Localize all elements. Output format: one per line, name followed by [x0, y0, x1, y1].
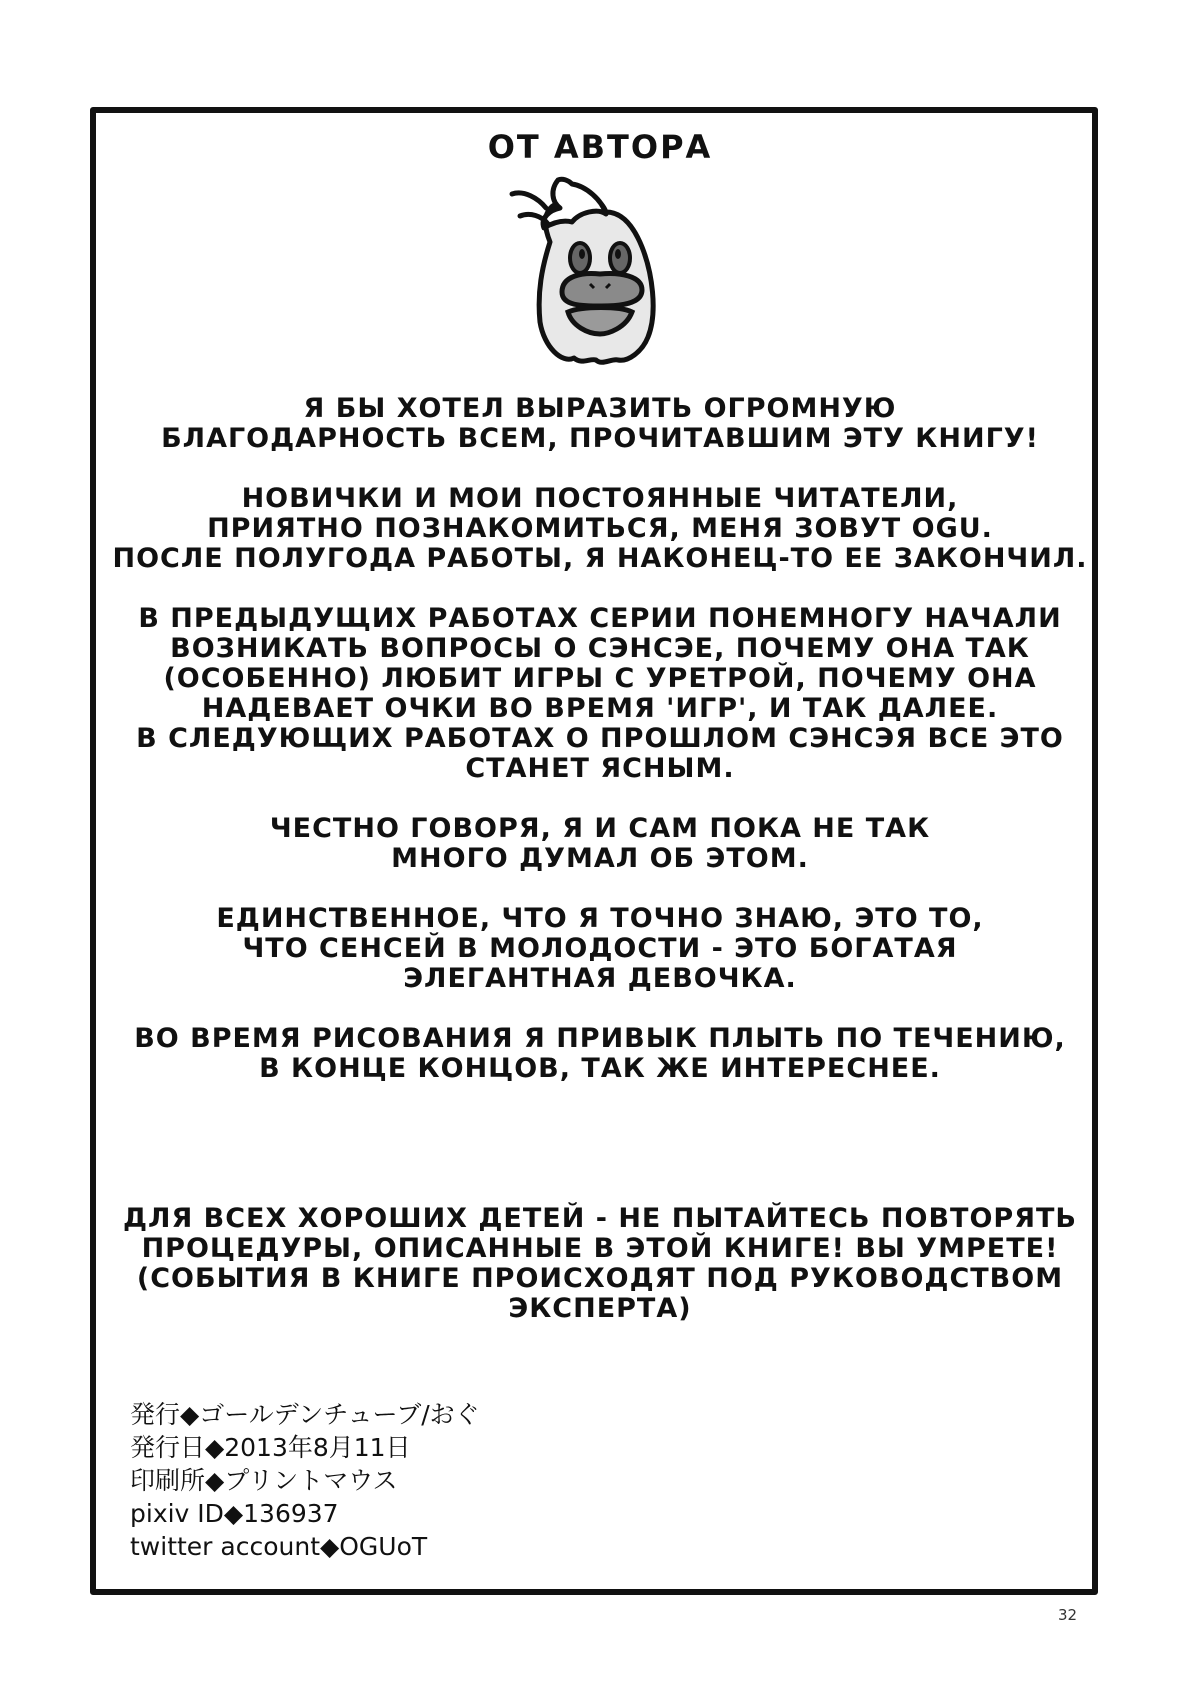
- text-line: ВОЗНИКАТЬ ВОПРОСЫ О СЭНСЭЕ, ПОЧЕМУ ОНА ТАК: [170, 633, 1030, 664]
- text-line: (СОБЫТИЯ В КНИГЕ ПРОИСХОДЯТ ПОД РУКОВОДСТВОМ: [136, 1263, 1064, 1294]
- text-line: В КОНЦЕ КОНЦОВ, ТАК ЖЕ ИНТЕРЕСНЕЕ.: [259, 1053, 941, 1084]
- imprint-printer: 印刷所◆プリントマウス: [130, 1466, 398, 1495]
- text-line: СТАНЕТ ЯСНЫМ.: [465, 753, 735, 784]
- text-line: ЭЛЕГАНТНАЯ ДЕВОЧКА.: [403, 963, 797, 994]
- text-line: В СЛЕДУЮЩИХ РАБОТАХ О ПРОШЛОМ СЭНСЭЯ ВСЕ ЭТО: [136, 723, 1064, 754]
- imprint-block: [130, 1398, 480, 1563]
- text-line: Я БЫ ХОТЕЛ ВЫРАЗИТЬ ОГРОМНУЮ: [303, 393, 897, 424]
- text-line: ПРОЦЕДУРЫ, ОПИСАННЫЕ В ЭТОЙ КНИГЕ! ВЫ УМРЕТЕ!: [141, 1233, 1059, 1264]
- text-line: ЧТО СЕНСЕЙ В МОЛОДОСТИ - ЭТО БОГАТАЯ: [242, 933, 958, 964]
- paragraph-series: [100, 604, 1100, 784]
- text-line: ПРИЯТНО ПОЗНАКОМИТЬСЯ, МЕНЯ ЗОВУТ OGU.: [207, 513, 993, 544]
- text-line: ЕДИНСТВЕННОЕ, ЧТО Я ТОЧНО ЗНАЮ, ЭТО ТО,: [216, 903, 984, 934]
- text-line: БЛАГОДАРНОСТЬ ВСЕМ, ПРОЧИТАВШИМ ЭТУ КНИГУ!: [161, 423, 1039, 454]
- page-number: 32: [1058, 1606, 1078, 1624]
- text-line: НОВИЧКИ И МОИ ПОСТОЯННЫЕ ЧИТАТЕЛИ,: [241, 483, 959, 514]
- text-line: (ОСОБЕННО) ЛЮБИТ ИГРЫ С УРЕТРОЙ, ПОЧЕМУ ОНА: [163, 663, 1037, 694]
- text-line: ВО ВРЕМЯ РИСОВАНИЯ Я ПРИВЫК ПЛЫТЬ ПО ТЕЧЕНИЮ,: [134, 1023, 1066, 1054]
- text-line: НАДЕВАЕТ ОЧКИ ВО ВРЕМЯ 'ИГР', И ТАК ДАЛЕЕ.: [201, 693, 999, 724]
- paragraph-thanks: [100, 394, 1100, 454]
- text-line: ЧЕСТНО ГОВОРЯ, Я И САМ ПОКА НЕ ТАК: [269, 813, 931, 844]
- paragraph-warning: [100, 1204, 1100, 1324]
- imprint-publisher: 発行◆ゴールデンチューブ/おぐ: [130, 1400, 480, 1429]
- paragraph-honesty: [100, 814, 1100, 874]
- text-line: ЭКСПЕРТА): [508, 1293, 692, 1324]
- text-line: В ПРЕДЫДУЩИХ РАБОТАХ СЕРИИ ПОНЕМНОГУ НАЧАЛИ: [138, 603, 1062, 634]
- imprint-twitter: twitter account◆OGUoT: [130, 1532, 428, 1561]
- text-line: ПОСЛЕ ПОЛУГОДА РАБОТЫ, Я НАКОНЕЦ-ТО ЕЕ ЗАКОНЧИЛ.: [112, 543, 1088, 574]
- page-title: ОТ АВТОРА: [487, 128, 713, 166]
- imprint-pixiv: pixiv ID◆136937: [130, 1499, 339, 1528]
- rooster-mascot-icon: [502, 172, 678, 368]
- text-line: ДЛЯ ВСЕХ ХОРОШИХ ДЕТЕЙ - НЕ ПЫТАЙТЕСЬ ПОВТОРЯТЬ: [122, 1203, 1077, 1234]
- paragraph-sensei: [100, 904, 1100, 994]
- paragraph-drawing: [100, 1024, 1100, 1084]
- imprint-date: 発行日◆2013年8月11日: [130, 1433, 411, 1462]
- paragraph-greeting: [100, 484, 1100, 574]
- text-line: МНОГО ДУМАЛ ОБ ЭТОМ.: [391, 843, 809, 874]
